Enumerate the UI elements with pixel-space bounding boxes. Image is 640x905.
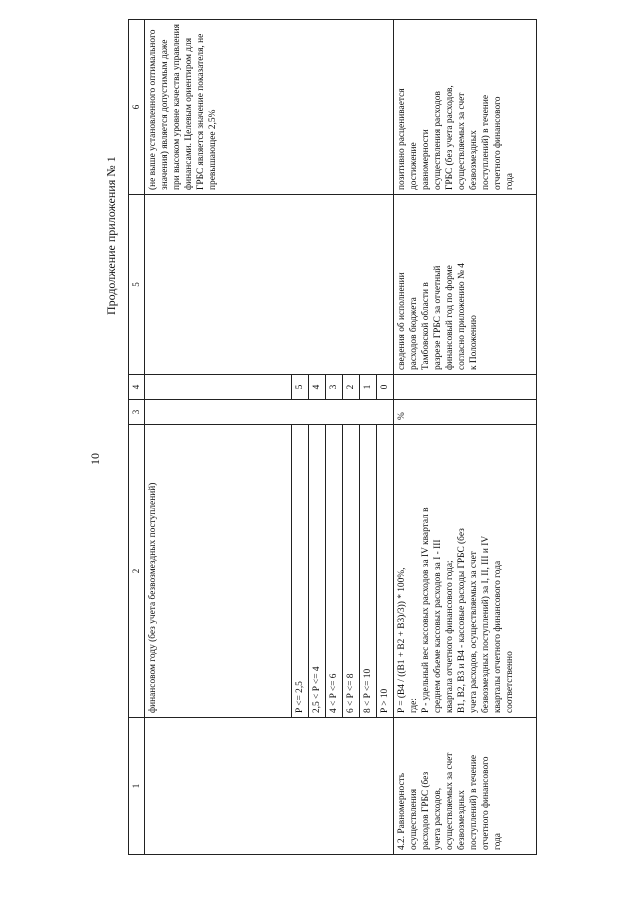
comment-cell (145, 20, 394, 195)
formula-text-continued: финансовом году (без учета безвозмездных поступлений) (145, 425, 292, 718)
comment-line: позитивно расценивается (397, 88, 408, 190)
comment-line: ГРБС (без учета расходов, (445, 85, 456, 190)
comment-cell (394, 20, 537, 195)
comment-line: осуществления расходов (433, 91, 444, 190)
column-number: 5 (129, 195, 145, 375)
formula-cell (394, 425, 537, 718)
formula-description-line: среднем объеме кассовых расходов за I - III (433, 539, 444, 713)
source-cell (394, 195, 537, 375)
source-line: сведения об исполнении (397, 272, 408, 370)
condition-text: P > 10 (377, 425, 394, 718)
column-number: 3 (129, 400, 145, 425)
score-value: 5 (292, 375, 309, 400)
condition-text: 8 < P <= 10 (360, 425, 377, 718)
page-number: 10 (88, 453, 102, 465)
formula-description-line: P - удельный вес кассовых расходов за IV квартал в (421, 507, 432, 713)
score-value: 2 (343, 375, 360, 400)
table-row-previous-indicator-continued (145, 20, 292, 855)
formula-where: где: (409, 698, 420, 713)
column-number: 1 (129, 718, 145, 855)
source-line: Тамбовской области в (421, 282, 432, 370)
column-number-row (129, 20, 145, 855)
comment-line: безвозмездных (469, 130, 480, 190)
indicator-name-line: учета расходов, (433, 787, 444, 850)
column-number: 4 (129, 375, 145, 400)
comment-text: (не выше установленного оптимального значения) является допустимым даже при высоком уровне качества управления финансами. Целевым ориентиром для ГРБС является значение показателя, не превышающее 2,5% (148, 24, 219, 190)
source-line: согласно приложению № 4 (457, 263, 468, 370)
formula-description-line: безвозмездных поступлений) за I, II, III и IV (481, 535, 492, 713)
source-line: разрезе ГРБС за отчетный (433, 265, 444, 370)
comment-line: отчетного финансового (493, 96, 504, 190)
unit-cell-empty (145, 400, 394, 425)
table-row-indicator-4-2 (394, 20, 537, 855)
score-value: 4 (309, 375, 326, 400)
column-number: 6 (129, 20, 145, 195)
indicator-name-cell-empty (145, 718, 394, 855)
comment-line: равномерности (421, 129, 432, 190)
formula-text: P = (B4 / ((B1 + B2 + B3)/3)) * 100%, (397, 567, 408, 713)
score-value: 3 (326, 375, 343, 400)
comment-line: года (505, 173, 516, 190)
score-cell-empty (394, 375, 537, 400)
unit-text: % (397, 412, 408, 420)
formula-description-line: соответственно (505, 651, 516, 713)
indicators-table (128, 19, 537, 855)
appendix-continuation-note: Продолжение приложения № 1 (104, 156, 118, 315)
condition-text: 4 < P <= 6 (326, 425, 343, 718)
source-cell-empty (145, 195, 394, 375)
score-value: 1 (360, 375, 377, 400)
unit-cell (394, 400, 537, 425)
condition-text: 6 < P <= 8 (343, 425, 360, 718)
indicator-name-line: безвозмездных (457, 790, 468, 850)
condition-text: 2,5 < P <= 4 (309, 425, 326, 718)
indicator-name-line: отчетного финансового (481, 756, 492, 850)
indicator-name-cell (394, 718, 537, 855)
column-number: 2 (129, 425, 145, 718)
score-value: 0 (377, 375, 394, 400)
indicator-name-line: осуществления (409, 788, 420, 850)
comment-line: достижение (409, 142, 420, 190)
indicator-name-line: 4.2. Равномерность (397, 773, 408, 850)
source-line: финансовый год по форме (445, 265, 456, 370)
source-line: к Положению (469, 315, 480, 370)
formula-description-line: учета расходов, осуществляемых за счет (469, 551, 480, 713)
condition-text: P <= 2,5 (292, 425, 309, 718)
indicator-name-line: расходов ГРБС (без (421, 771, 432, 850)
formula-description-line: квартала отчетного финансового года; (445, 560, 456, 713)
indicator-name-line: года (493, 833, 504, 850)
indicator-name-line: поступлений) в течение (469, 755, 480, 850)
score-cell-empty (145, 375, 292, 400)
comment-line: осуществляемых за счет (457, 92, 468, 190)
formula-description-line: кварталы отчетного финансового года (493, 560, 504, 713)
indicator-name-line: осуществляемых за счет (445, 752, 456, 850)
formula-description-line: B1, B2, B3 и B4 - кассовые расходы ГРБС (без (457, 528, 468, 713)
source-line: расходов бюджета (409, 297, 420, 370)
comment-line: поступлений) в течение (481, 95, 492, 190)
